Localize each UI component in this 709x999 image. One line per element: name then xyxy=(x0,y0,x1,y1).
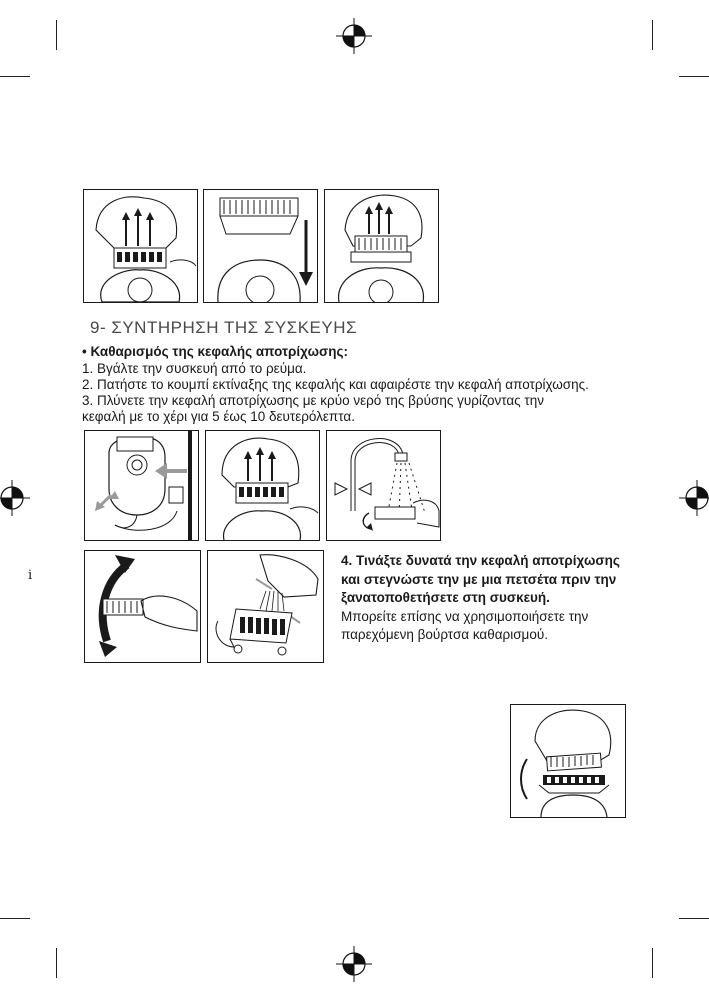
section-heading: 9- ΣΥΝΤΗΡΗΣΗ ΤΗΣ ΣΥΣΚΕΥΗΣ xyxy=(90,318,357,337)
registration-mark-icon xyxy=(0,478,32,518)
crop-mark xyxy=(652,20,653,50)
step-4 xyxy=(341,552,661,645)
step-2: 2. Πατήστε το κουμπί εκτίναξης της κεφαλής και αφαιρέστε την κεφαλή αποτρίχωσης. xyxy=(82,377,589,392)
illustration-head-removal xyxy=(83,189,198,303)
crop-mark xyxy=(56,20,57,50)
illustration-rinse-under-tap xyxy=(326,430,441,541)
illustration-reattach-head xyxy=(510,704,626,818)
step-4-line-1: 4. Τινάξτε δυνατά την κεφαλή αποτρίχωσης xyxy=(341,553,620,568)
step-4-line-2: και στεγνώστε την με μια πετσέτα πριν την xyxy=(341,571,617,587)
illustration-unplug-device xyxy=(84,430,199,541)
step-4-line-5: παρεχόμενη βούρτσα καθαρισμού. xyxy=(341,627,548,642)
crop-mark xyxy=(0,76,30,77)
registration-mark-icon xyxy=(677,478,709,518)
step-4-line-4: Μπορείτε επίσης να χρησιμοποιήσετε την xyxy=(341,608,589,624)
crop-mark xyxy=(56,948,57,978)
registration-mark-icon xyxy=(334,16,374,56)
margin-mark: i xyxy=(28,568,33,583)
crop-mark xyxy=(679,918,709,919)
step-3: 3. Πλύνετε την κεφαλή αποτρίχωσης με κρύο νερό της βρύσης γυρίζοντας την xyxy=(82,393,544,408)
illustration-shake-head xyxy=(84,550,201,663)
crop-mark xyxy=(652,948,653,978)
step-1: 1. Βγάλτε την συσκευή από το ρεύμα. xyxy=(82,361,307,376)
cleaning-subheading: • Καθαρισμός της κεφαλής αποτρίχωσης: xyxy=(82,344,349,359)
registration-mark-icon xyxy=(334,944,374,984)
illustration-head-pressing-down xyxy=(203,189,318,303)
illustration-head-removal-2 xyxy=(205,430,320,541)
crop-mark xyxy=(679,76,709,77)
illustration-head-attach xyxy=(324,189,439,303)
crop-mark xyxy=(0,918,30,919)
illustration-brush-head xyxy=(207,550,324,663)
step-3-continued: κεφαλή με το χέρι για 5 έως 10 δευτερόλεπτα. xyxy=(82,409,355,424)
step-4-line-3: ξανατοποθετήσετε στη συσκευή. xyxy=(341,590,550,605)
